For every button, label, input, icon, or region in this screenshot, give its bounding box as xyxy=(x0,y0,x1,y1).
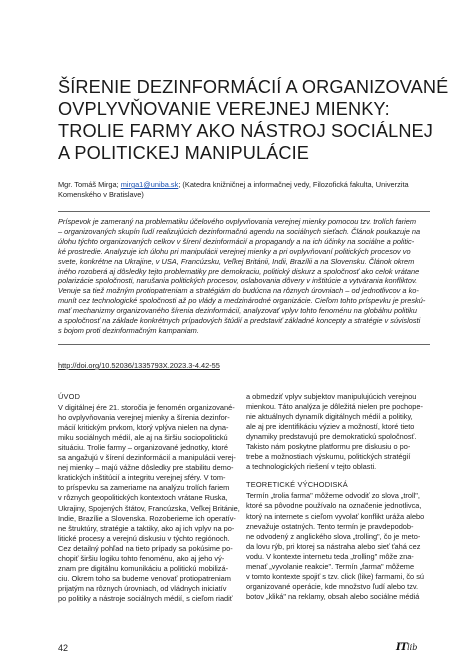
section-heading-theory: TEORETICKÉ VÝCHODISKÁ xyxy=(246,480,348,490)
body-line: chopiť širšiu logiku tohto fenoménu, ako aj jeho vý- xyxy=(58,553,225,563)
body-line: kratických inštitúcií a integritu verejnej sféry. V tom- xyxy=(58,473,226,483)
body-line: organizované operácie, kde množstvo ľudí alebo tzv. xyxy=(246,581,419,591)
abstract-line: iného rozoberá aj dôsledky tejto problematiky pre demokraciu, politický diskurz a spoločnosť ako celok vrátane xyxy=(58,266,420,276)
body-line: znam pre digitálnu komunikáciu a politickú mobilizá- xyxy=(58,563,229,573)
body-line: nej mienky – majú vážne dôsledky pre stabilitu demo- xyxy=(58,463,234,473)
body-line: ktorý na internete s cieľom vyvolať konflikt uráža alebo xyxy=(246,511,425,521)
section-heading-intro: ÚVOD xyxy=(58,392,81,401)
body-line: miku sociálnych médií, ale aj na širšiu sociopolitickú xyxy=(58,433,228,443)
body-line: sa angažujú v šírení dezinformácií a manipulácii verej- xyxy=(58,453,236,463)
abstract-line: mať mechanizmy organizovaného šírenia dezinformácií, analyzovať vplyv tohto fenoménu na globálnu politiku xyxy=(58,306,417,316)
body-line: ho ovplyvňovania verejnej mienky a šírenia dezinfor- xyxy=(58,413,230,423)
right-column-body-top xyxy=(246,392,432,472)
page-number: 42 xyxy=(58,643,69,653)
body-line: botov „kliká" na reklamy, obsah alebo sociálne médiá xyxy=(246,591,420,601)
left-column xyxy=(58,392,244,604)
abstract-line: polarizácie spoločnosti, narušania politických procesov, oslabovania dôvery v inštitúcie a vytvárania konfliktov. xyxy=(58,276,418,286)
abstract-line: svete, konkrétne na Ukrajine, v USA, Francúzsku, Veľkej Británii, Indii, Brazílii a na Slovensku. Článok okrem xyxy=(58,256,415,266)
right-column xyxy=(246,392,432,602)
body-line: dynamiky predstavujú pre demokratickú spoločnosť. xyxy=(246,432,417,442)
abstract-bottom-rule xyxy=(58,344,430,345)
body-line: Ukrajiny, Spojených štátov, Francúzska, Veľkej Británie, xyxy=(58,503,240,513)
body-line: prijatým na rôznych úrovniach, od vládnych iniciatív xyxy=(58,583,227,593)
itlib-logo: ITlib xyxy=(396,642,418,653)
right-column-body-bottom xyxy=(246,491,432,602)
body-line: v tomto kontexte spojiť s tzv. click (like) farmami, čo sú xyxy=(246,571,425,581)
body-line: mienkou. Táto analýza je dôležitá nielen pre pochope- xyxy=(246,402,423,412)
abstract xyxy=(58,217,430,336)
body-line: nie aktuálnych dynamík digitálnych médií a politiky, xyxy=(246,412,413,422)
body-line: Termín „trolia farma" môžeme odvodiť zo slova „troll", xyxy=(246,491,420,501)
author-name: Mgr. Tomáš Mirga; xyxy=(58,180,121,189)
abstract-line: s bojom proti dezinformačným kampaniam. xyxy=(58,325,199,335)
body-line: a obmedziť vplyv subjektov manipulujúcich verejnou xyxy=(246,392,417,401)
title-line: A POLITICKEJ MANIPULÁCIE xyxy=(58,143,310,163)
abstract-line: Príspevok je zameraný na problematiku účelového ovplyvňovania verejnej mienky pomocou tzv. trolích fariem xyxy=(58,217,417,226)
body-line: mácií kritickým prvkom, ktorý vplýva nielen na dyna- xyxy=(58,423,229,433)
body-line: ciu. Okrem toho sa budeme venovať protiopatreniam xyxy=(58,573,231,583)
abstract-line: – organizovaných skupín ľudí realizujúcich dezinformačnú agendu na sociálnych sieťach. Článok poukazuje na xyxy=(58,226,421,236)
body-line: v rôznych geopolitických kontextoch vrátane Ruska, xyxy=(58,493,228,503)
body-line: menať „vyvolanie reakcie". Termín „farma" môžeme xyxy=(246,561,415,571)
author-affiliation xyxy=(58,180,430,200)
body-line: da lovu rýb, pri ktorej sa nástraha alebo sieť ťahá cez xyxy=(246,541,421,551)
author-email-link[interactable]: mirga1@uniba.sk xyxy=(120,180,179,189)
body-line: litické procesy a verejnú diskusiu v týchto regiónoch. xyxy=(58,533,230,543)
body-line: vodu. V kontexte internetu teda „trolling" môže zna- xyxy=(246,551,414,561)
abstract-line: munít cez technologické spoločnosti až po vlády a medzinárodné organizácie. Cieľom tohto príspevku je preskú- xyxy=(58,296,426,306)
body-line: Cez detailný pohľad na tieto prípady sa pokúsime po- xyxy=(58,543,233,553)
body-line: ne štruktúry, stratégie a taktiky, ako aj ich vplyv na po- xyxy=(58,523,235,533)
doi-link[interactable]: http://doi.org/10.52036/1335793X.2023.3-4.42-55 xyxy=(58,361,220,370)
abstract-top-rule xyxy=(58,211,430,212)
body-line: trebe a možnostiach výskumu, politických stratégií xyxy=(246,452,411,462)
body-line: znevažuje ostatných. Tento termín je pravdepodob- xyxy=(246,521,414,531)
left-column-body xyxy=(58,403,244,604)
body-line: a technologických riešení v tejto oblasti. xyxy=(246,462,377,472)
abstract-line: a spoločnosť na základe konkrétnych prípadových štúdií a predstaviť základné koncepty a stratégie v súvislosti xyxy=(58,316,421,326)
body-line: Indie, Brazílie a Slovenska. Rozoberieme ich operatív- xyxy=(58,513,236,523)
abstract-line: ké prostredie. Analyzuje ich úlohu pri manipulácii verejnej mienky a pri ovplyvňovaní politických procesov vo xyxy=(58,246,411,256)
body-line: to príspevku sa zameriame na analýzu trolích fariem xyxy=(58,483,230,493)
title-line: TROLIE FARMY AKO NÁSTROJ SOCIÁLNEJ xyxy=(58,121,433,141)
body-line: ale aj pre identifikáciu výziev a možností, ktoré tieto xyxy=(246,422,415,432)
abstract-line: úlohu týchto organizovaných celkov v šírení dezinformácií a propagandy a na ich účinky na sociálne a politic- xyxy=(58,236,415,246)
title-line: OVPLYVŇOVANIE VEREJNEJ MIENKY: xyxy=(58,99,390,119)
author-affiliation-text: ; (Katedra knižničnej a informačnej vedy, Filozofická fakulta, Univerzita xyxy=(178,180,409,189)
abstract-line: Venuje sa tiež možným protiopatreniam a stratégiám do budúcna na rôznych úrovniach – od jednotlivcov a ko- xyxy=(58,286,419,296)
body-line: ktoré sa pôvodne používalo na označenie jednotlivca, xyxy=(246,501,422,511)
article-title xyxy=(58,76,458,164)
body-line: situáciu. Trolie farmy – organizované jednotky, ktoré xyxy=(58,443,228,453)
title-line: ŠÍRENIE DEZINFORMÁCIÍ A ORGANIZOVANÉ xyxy=(58,77,449,97)
body-line: po politiky a nástroje sociálnych médií, s cieľom riadiť xyxy=(58,593,233,603)
body-line: ne odvodený z anglického slova „trolling", čo je meto- xyxy=(246,531,421,541)
author-affiliation-line2: Komenského v Bratislave) xyxy=(58,190,144,199)
author-line xyxy=(58,180,430,190)
body-line: Takisto nám poskytne platformu pre diskusiu o po- xyxy=(246,442,411,452)
body-line: V digitálnej ére 21. storočia je fenomén organizované- xyxy=(58,403,235,413)
